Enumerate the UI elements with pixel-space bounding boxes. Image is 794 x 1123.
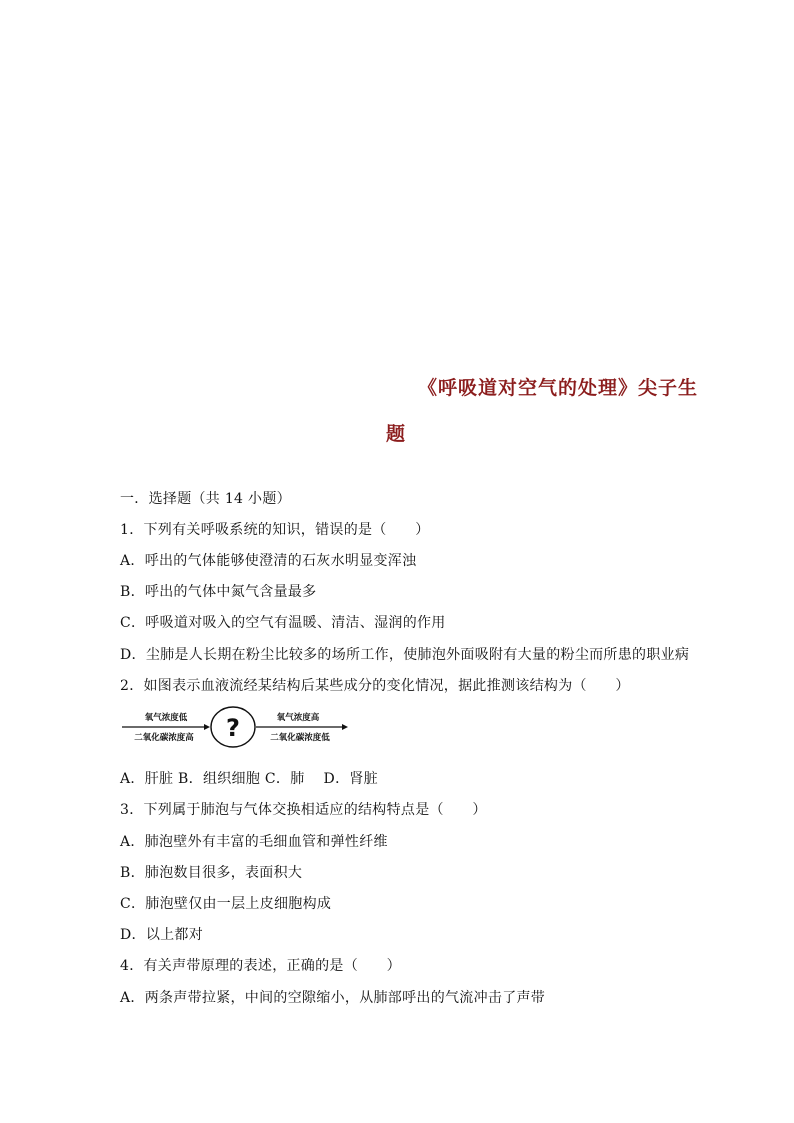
blood-flow-diagram [120, 704, 352, 750]
question-3-stem: 3．下列属于肺泡与气体交换相适应的结构特点是（ ） [120, 802, 487, 818]
document-title-line-1: 《呼吸道对空气的处理》尖子生 [418, 377, 699, 399]
question-1-stem: 1．下列有关呼吸系统的知识，错误的是（ ） [120, 522, 430, 538]
question-3-option-b: B．肺泡数目很多，表面积大 [120, 865, 303, 881]
question-1-option-a: A．呼出的气体能够使澄清的石灰水明显变浑浊 [120, 553, 417, 569]
diagram-left-bottom-label: 二氧化碳浓度高 [134, 733, 194, 743]
section-header: 一．选择题（共 14 小题） [120, 491, 291, 507]
question-4-stem: 4．有关声带原理的表述，正确的是（ ） [120, 958, 401, 974]
question-2-stem: 2．如图表示血液流经某结构后某些成分的变化情况，据此推测该结构为（ ） [120, 678, 630, 694]
diagram-right-bottom-label: 二氧化碳浓度低 [270, 733, 330, 743]
question-3-option-a: A．肺泡壁外有丰富的毛细血管和弹性纤维 [120, 834, 388, 850]
question-3-option-c: C．肺泡壁仅由一层上皮细胞构成 [120, 896, 332, 912]
diagram-right-top-label: 氧气浓度高 [276, 713, 320, 723]
diagram-left-top-label: 氧气浓度低 [144, 713, 188, 723]
question-1-option-c: C．呼吸道对吸入的空气有温暖、清洁、湿润的作用 [120, 615, 446, 631]
question-4-option-a: A．两条声带拉紧，中间的空隙缩小，从肺部呼出的气流冲击了声带 [120, 990, 546, 1006]
document-title-line-2: 题 [386, 423, 406, 445]
diagram-center-question-mark: ? [226, 714, 240, 742]
question-1-option-d: D．尘肺是人长期在粉尘比较多的场所工作，使肺泡外面吸附有大量的粉尘而所患的职业病 [120, 647, 690, 663]
question-2-options: A．肝脏 B．组织细胞 C．肺 D．肾脏 [120, 771, 378, 787]
question-1-option-b: B．呼出的气体中氮气含量最多 [120, 584, 317, 600]
question-3-option-d: D．以上都对 [120, 927, 204, 943]
